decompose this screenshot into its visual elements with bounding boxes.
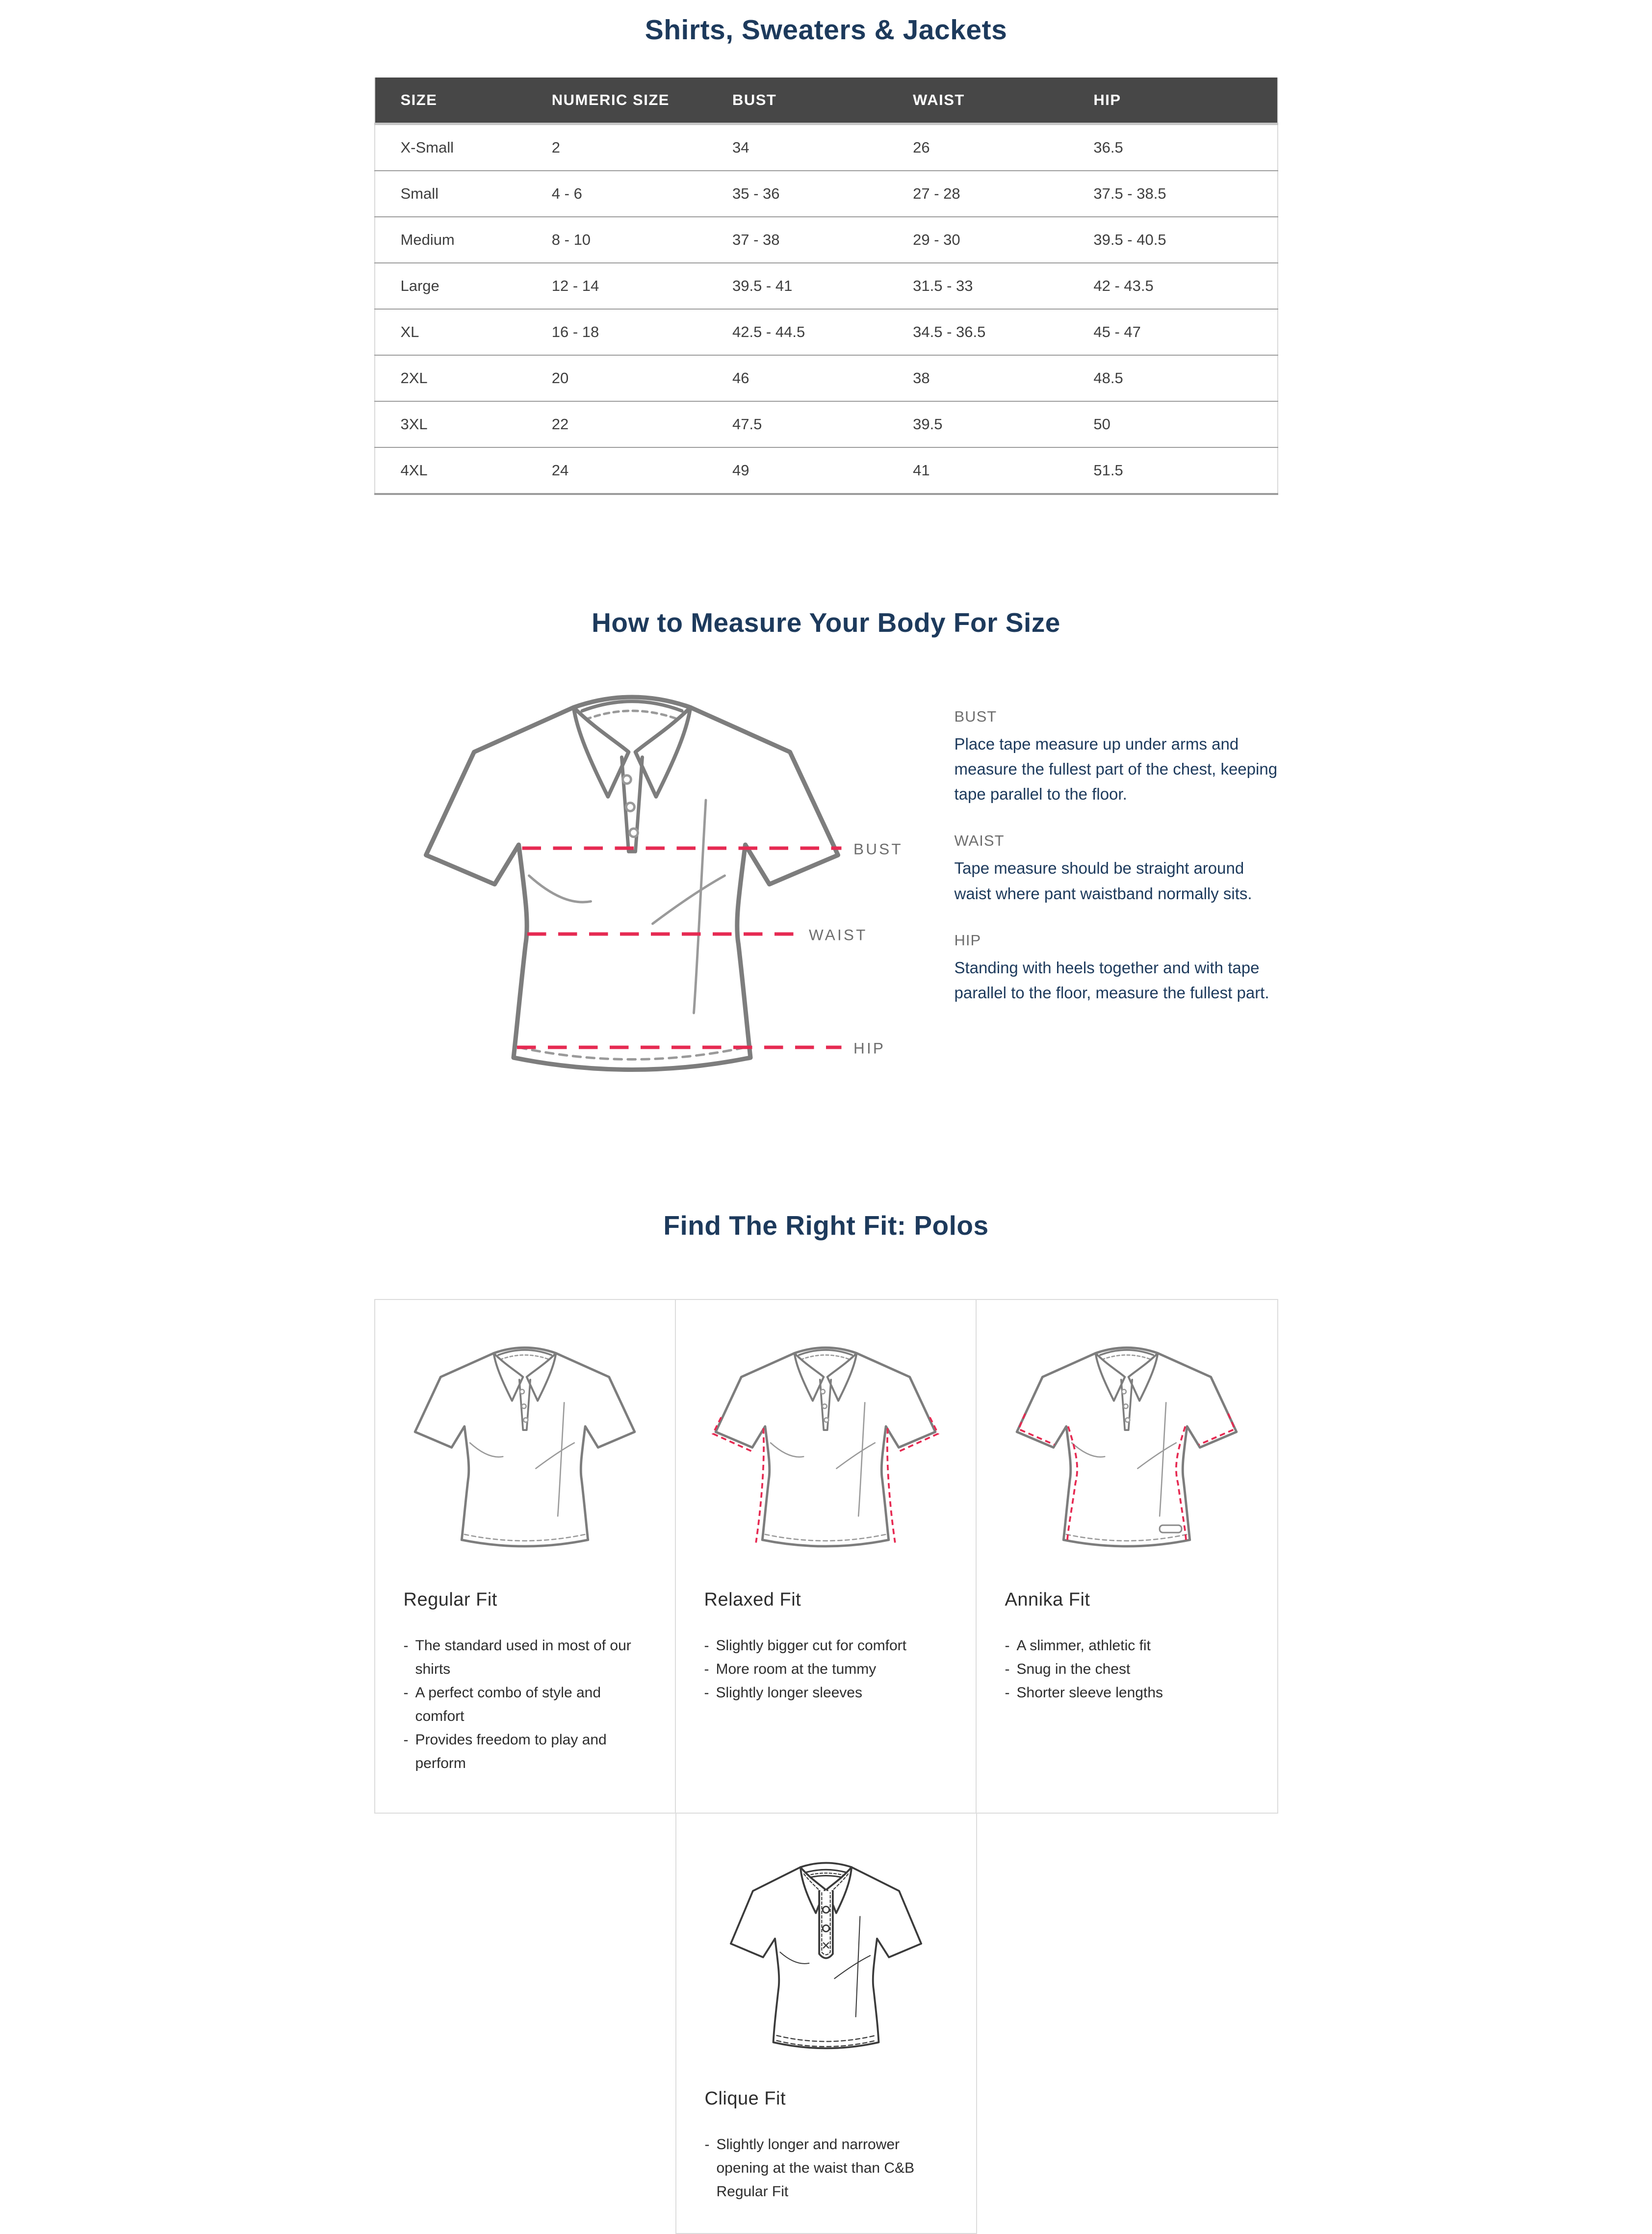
table-cell: Small: [375, 171, 526, 217]
instruction-text: Place tape measure up under arms and measure the fullest part of the chest, keeping tape parallel to the floor.: [954, 735, 1278, 804]
table-cell: 3XL: [375, 401, 526, 447]
annika-fit-polo-illustration: [977, 1300, 1277, 1570]
column-header-bust: BUST: [707, 78, 887, 124]
table-row: [375, 217, 1278, 263]
fit-bullet: - Slightly bigger cut for comfort: [704, 1634, 954, 1658]
table-cell: 22: [526, 401, 707, 447]
measure-illustration: [374, 649, 928, 1109]
table-cell: 35 - 36: [707, 171, 887, 217]
measure-polo-illustration: [374, 649, 928, 1109]
fit-bullet: - A slimmer, athletic fit: [1005, 1634, 1255, 1658]
hem-label-tag: [1160, 1525, 1182, 1533]
table-row: [375, 401, 1278, 447]
measure-instructions: [955, 708, 1278, 1031]
column-header-size: SIZE: [375, 78, 526, 124]
instruction-text: Tape measure should be straight around waist where pant waistband normally sits.: [954, 859, 1252, 903]
page-title: Shirts, Sweaters & Jackets: [645, 14, 1007, 46]
hip-line-label: HIP: [853, 1039, 885, 1057]
table-cell: 37 - 38: [707, 217, 887, 263]
table-cell: 39.5: [887, 401, 1068, 447]
table-row: [375, 447, 1278, 494]
fit-card-regular: [375, 1300, 676, 1813]
relaxed-fit-polo-illustration: [676, 1300, 976, 1570]
table-row: [375, 263, 1278, 309]
table-cell: 47.5: [707, 401, 887, 447]
table-cell: 4 - 6: [526, 171, 707, 217]
table-cell: 37.5 - 38.5: [1068, 171, 1277, 217]
fit-bullet: - Snug in the chest: [1005, 1658, 1255, 1681]
table-cell: 2: [526, 124, 707, 171]
fit-card-bullets: [375, 1611, 675, 1775]
regular-fit-polo-illustration: [375, 1300, 675, 1570]
column-header-waist: WAIST: [887, 78, 1068, 124]
instruction-heading: HIP: [954, 931, 981, 949]
fit-section-title: Find The Right Fit: Polos: [663, 1210, 989, 1241]
waist-line-label: WAIST: [808, 926, 868, 944]
table-row: [375, 355, 1278, 401]
table-cell: 42.5 - 44.5: [707, 309, 887, 355]
table-row: [375, 171, 1278, 217]
table-cell: 29 - 30: [887, 217, 1068, 263]
fit-card-title: Clique Fit: [704, 2088, 786, 2109]
fit-card-title: Annika Fit: [1005, 1589, 1090, 1610]
table-cell: 20: [526, 355, 707, 401]
measure-section-title: How to Measure Your Body For Size: [592, 607, 1060, 638]
table-cell: 48.5: [1068, 355, 1277, 401]
measure-section: [374, 649, 1278, 1109]
fit-bullet: - Slightly longer sleeves: [704, 1681, 954, 1705]
table-cell: 41: [887, 447, 1068, 494]
fit-card-bullets: [676, 1611, 976, 1705]
fit-bullet: - Shorter sleeve lengths: [1005, 1681, 1255, 1705]
table-cell: 24: [526, 447, 707, 494]
instruction-heading: BUST: [954, 708, 997, 725]
table-cell: 49: [707, 447, 887, 494]
table-cell: 36.5: [1068, 124, 1277, 171]
table-cell: 39.5 - 41: [707, 263, 887, 309]
table-cell: 27 - 28: [887, 171, 1068, 217]
table-cell: 8 - 10: [526, 217, 707, 263]
column-header-numeric-size: NUMERIC SIZE: [526, 78, 707, 124]
instruction-hip: [955, 932, 1278, 1005]
fit-card-bullets: [977, 1611, 1277, 1705]
table-cell: 12 - 14: [526, 263, 707, 309]
fit-bullet: - The standard used in most of our shirts: [404, 1634, 653, 1681]
fit-card-annika: [977, 1300, 1277, 1813]
table-row: [375, 124, 1278, 171]
table-cell: 51.5: [1068, 447, 1277, 494]
clique-fit-polo-illustration: [676, 1814, 976, 2069]
table-cell: 42 - 43.5: [1068, 263, 1277, 309]
table-cell: 46: [707, 355, 887, 401]
fit-bullet: - Slightly longer and narrower opening at the waist than C&B Regular Fit: [705, 2133, 954, 2204]
table-cell: 50: [1068, 401, 1277, 447]
column-header-hip: HIP: [1068, 78, 1277, 124]
fit-card-clique: [675, 1813, 977, 2234]
table-cell: 39.5 - 40.5: [1068, 217, 1277, 263]
bust-line-label: BUST: [853, 840, 903, 858]
table-cell: 34: [707, 124, 887, 171]
fit-bullet: - More room at the tummy: [704, 1658, 954, 1681]
table-cell: X-Small: [375, 124, 526, 171]
table-cell: 26: [887, 124, 1068, 171]
table-cell: Medium: [375, 217, 526, 263]
table-cell: 38: [887, 355, 1068, 401]
table-cell: 45 - 47: [1068, 309, 1277, 355]
fit-card-relaxed: [676, 1300, 977, 1813]
fit-cards-grid: [374, 1299, 1278, 1814]
fit-bullet: - A perfect combo of style and comfort: [404, 1681, 653, 1728]
instruction-text: Standing with heels together and with tape parallel to the floor, measure the fullest part.: [954, 958, 1269, 1002]
fit-card-title: Regular Fit: [403, 1589, 497, 1610]
size-guide-page: [374, 0, 1278, 2234]
fit-card-bullets: [676, 2109, 976, 2204]
instruction-heading: WAIST: [954, 832, 1005, 850]
table-cell: 34.5 - 36.5: [887, 309, 1068, 355]
fit-card-title: Relaxed Fit: [704, 1589, 801, 1610]
table-cell: 31.5 - 33: [887, 263, 1068, 309]
table-cell: 16 - 18: [526, 309, 707, 355]
size-table-header-row: [375, 78, 1278, 124]
table-row: [375, 309, 1278, 355]
instruction-bust: [955, 708, 1278, 806]
table-cell: Large: [375, 263, 526, 309]
table-cell: XL: [375, 309, 526, 355]
size-table: [374, 78, 1278, 495]
table-cell: 4XL: [375, 447, 526, 494]
table-cell: 2XL: [375, 355, 526, 401]
fit-bullet: - Provides freedom to play and perform: [404, 1728, 653, 1775]
instruction-waist: [955, 832, 1278, 906]
